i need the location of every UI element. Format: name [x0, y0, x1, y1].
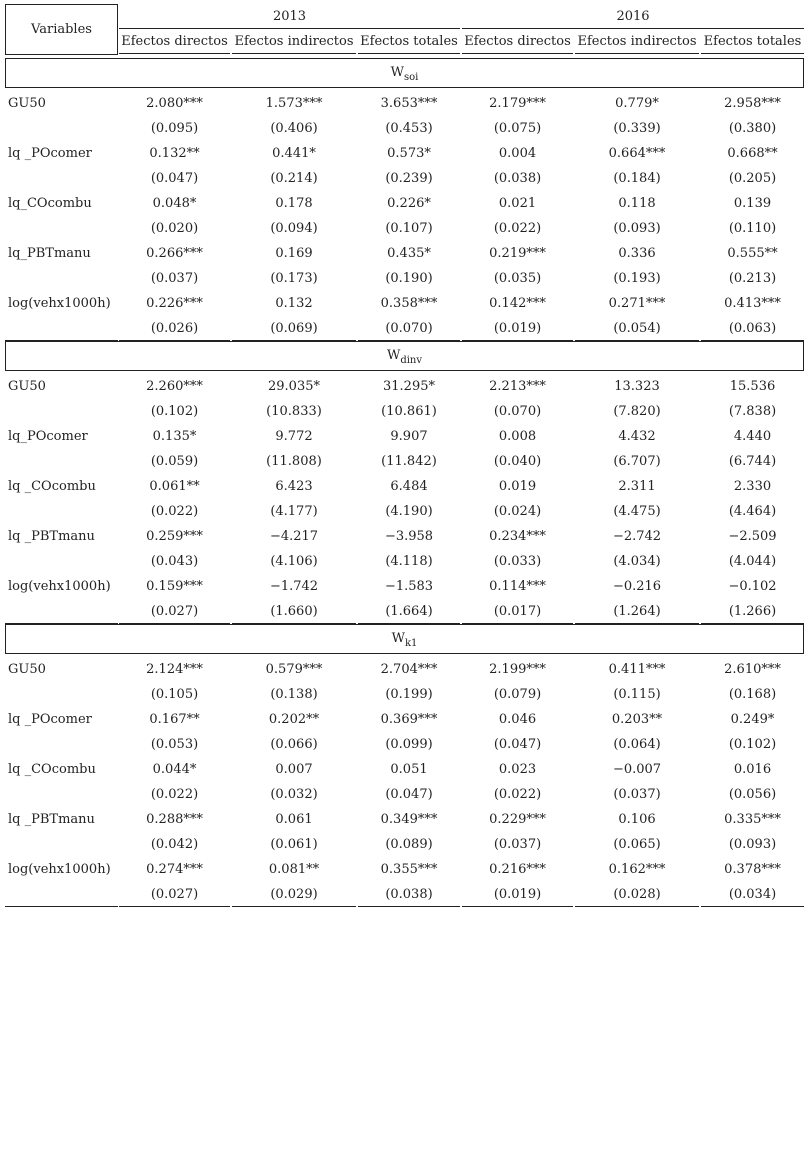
coefficient-row: [5, 524, 804, 549]
coefficient-cell: 0.259***: [146, 529, 203, 544]
coefficient-row: [5, 291, 804, 316]
std-error-row: [5, 882, 804, 907]
coefficient-cell: 2.260***: [146, 379, 203, 394]
std-error-cell: (4.044): [728, 554, 777, 569]
std-error-cell: (10.861): [381, 404, 437, 419]
std-error-row: [5, 499, 804, 524]
coefficient-row: [5, 241, 804, 266]
std-error-cell: (10.833): [266, 404, 322, 419]
table-header: [5, 4, 804, 55]
panel-wk1: [5, 624, 804, 907]
coefficient-cell: 6.484: [390, 479, 428, 494]
std-error-cell: (0.022): [150, 787, 199, 802]
coefficient-cell: −4.217: [269, 529, 319, 544]
coefficient-cell: 1.573***: [265, 96, 323, 111]
variable-label: GU50: [8, 662, 46, 677]
std-error-cell: (0.022): [493, 221, 542, 236]
variable-label: [5, 266, 118, 291]
std-error-cell: (0.213): [728, 271, 777, 286]
std-error-cell: (0.066): [270, 737, 318, 752]
panel-title-sub: k1: [404, 638, 418, 649]
std-error-cell: (0.027): [119, 882, 230, 907]
std-error-cell: (0.339): [613, 121, 661, 136]
coefficient-cell: 0.004: [498, 146, 537, 161]
coefficient-cell: 0.081**: [268, 862, 320, 877]
coefficient-row: [5, 707, 804, 732]
coefficient-cell: 3.653***: [380, 96, 438, 111]
std-error-cell: (0.102): [150, 404, 199, 419]
std-error-cell: (0.037): [150, 271, 199, 286]
coefficient-row: [5, 424, 804, 449]
coefficient-row: [5, 857, 804, 882]
std-error-cell: (0.070): [493, 404, 542, 419]
coefficient-cell: 0.435*: [387, 246, 431, 261]
std-error-cell: (0.020): [150, 221, 199, 236]
variable-label: lq _COcombu: [8, 479, 96, 494]
coefficient-cell: 0.051: [390, 762, 428, 777]
coefficient-row: [5, 807, 804, 832]
variable-label: [5, 599, 118, 624]
std-error-cell: (0.054): [575, 316, 699, 341]
variable-label: lq _POcomer: [8, 146, 92, 161]
std-error-cell: (0.102): [728, 737, 777, 752]
std-error-cell: (1.266): [701, 599, 804, 624]
coefficient-row: [5, 374, 804, 399]
coefficient-cell: 0.114***: [489, 579, 546, 594]
std-error-cell: (0.034): [701, 882, 804, 907]
std-error-row: [5, 782, 804, 807]
coefficient-row: [5, 191, 804, 216]
effect-header-2016-total: Efectos totales: [701, 29, 804, 54]
panel-wsoi: [5, 58, 804, 341]
std-error-cell: (0.406): [270, 121, 318, 136]
coefficient-cell: 29.035*: [268, 379, 320, 394]
std-error-cell: (0.380): [728, 121, 777, 136]
coefficient-cell: 0.048*: [152, 196, 197, 211]
std-error-cell: (4.106): [270, 554, 318, 569]
std-error-cell: (0.093): [613, 221, 661, 236]
variable-label: [5, 832, 118, 857]
std-error-row: [5, 166, 804, 191]
coefficient-cell: 0.226*: [387, 196, 431, 211]
std-error-cell: (0.053): [150, 737, 199, 752]
std-error-cell: (0.075): [493, 121, 542, 136]
effect-header-2013-indirect: Efectos indirectos: [232, 29, 356, 54]
variable-label: [5, 166, 118, 191]
effect-header-2016-direct: Efectos directos: [462, 29, 573, 54]
std-error-cell: (0.047): [385, 787, 433, 802]
coefficient-cell: 0.178: [275, 196, 313, 211]
std-error-row: [5, 399, 804, 424]
coefficient-cell: −0.216: [612, 579, 662, 594]
std-error-cell: (0.027): [119, 599, 230, 624]
coefficient-cell: 0.335***: [724, 812, 781, 827]
std-error-cell: (0.099): [385, 737, 433, 752]
coefficient-cell: 15.536: [729, 379, 776, 394]
coefficient-row: [5, 474, 804, 499]
variable-label: log(vehx1000h): [8, 296, 111, 311]
coefficient-cell: 0.061: [275, 812, 313, 827]
coefficient-cell: 2.179***: [489, 96, 546, 111]
std-error-row: [5, 266, 804, 291]
variable-label: [5, 399, 118, 424]
panel-title: [5, 59, 804, 87]
year-header-2013: 2013: [119, 4, 460, 29]
std-error-cell: (0.032): [270, 787, 318, 802]
std-error-cell: (0.047): [493, 737, 542, 752]
std-error-cell: (0.239): [385, 171, 433, 186]
coefficient-cell: 0.016: [733, 762, 772, 777]
coefficient-row: [5, 757, 804, 782]
variable-label: [5, 882, 118, 907]
panel-title: [5, 342, 804, 370]
std-error-cell: (0.115): [613, 687, 661, 702]
variable-label: lq _PBTmanu: [8, 812, 95, 827]
std-error-cell: (11.842): [381, 454, 437, 469]
coefficient-cell: 0.573*: [387, 146, 431, 161]
std-error-cell: (0.017): [462, 599, 573, 624]
coefficient-cell: 0.579***: [265, 662, 323, 677]
std-error-cell: (1.660): [232, 599, 356, 624]
panel-title-main: W: [390, 65, 404, 80]
std-error-cell: (6.744): [728, 454, 777, 469]
coefficient-cell: 0.355***: [380, 862, 438, 877]
coefficient-cell: 0.167**: [149, 712, 200, 727]
coefficient-cell: 0.441*: [272, 146, 316, 161]
coefficient-cell: 0.555**: [727, 246, 778, 261]
coefficient-cell: 9.907: [390, 429, 428, 444]
coefficient-row: [5, 574, 804, 599]
coefficient-cell: 0.229***: [489, 812, 546, 827]
coefficient-cell: 0.664***: [608, 146, 666, 161]
variable-label: lq _POcomer: [8, 712, 92, 727]
panel-title-sub: soi: [404, 72, 419, 83]
std-error-row: [5, 549, 804, 574]
coefficient-cell: −0.007: [612, 762, 662, 777]
std-error-cell: (0.024): [493, 504, 542, 519]
coefficient-cell: 0.118: [618, 196, 656, 211]
coefficient-cell: 0.139: [733, 196, 772, 211]
std-error-row: [5, 832, 804, 857]
effect-header-2013-total: Efectos totales: [358, 29, 460, 54]
std-error-cell: (0.061): [270, 837, 318, 852]
variable-label: log(vehx1000h): [8, 579, 111, 594]
std-error-cell: (0.019): [462, 316, 573, 341]
std-error-cell: (0.035): [493, 271, 542, 286]
coefficient-cell: 2.213***: [489, 379, 546, 394]
year-header-2016: 2016: [462, 4, 804, 29]
std-error-cell: (0.059): [150, 454, 199, 469]
effect-header-2016-indirect: Efectos indirectos: [575, 29, 699, 54]
coefficient-cell: −1.583: [384, 579, 434, 594]
std-error-cell: (0.029): [232, 882, 356, 907]
coefficient-cell: 4.440: [733, 429, 772, 444]
std-error-cell: (1.264): [575, 599, 699, 624]
coefficient-cell: 31.295*: [383, 379, 435, 394]
std-error-cell: (0.069): [232, 316, 356, 341]
std-error-cell: (0.138): [270, 687, 318, 702]
coefficient-cell: 0.202**: [268, 712, 320, 727]
std-error-cell: (0.199): [385, 687, 433, 702]
std-error-cell: (0.070): [358, 316, 460, 341]
variable-label: GU50: [8, 379, 46, 394]
std-error-cell: (7.838): [728, 404, 777, 419]
coefficient-cell: 0.411***: [608, 662, 666, 677]
coefficient-cell: 2.330: [733, 479, 772, 494]
coefficient-cell: 2.610***: [724, 662, 781, 677]
std-error-cell: (4.190): [385, 504, 433, 519]
variable-label: [5, 116, 118, 141]
coefficient-cell: 2.124***: [146, 662, 203, 677]
coefficient-cell: −1.742: [269, 579, 319, 594]
std-error-cell: (6.707): [613, 454, 661, 469]
coefficient-cell: 0.162***: [608, 862, 666, 877]
std-error-row: [5, 732, 804, 757]
std-error-cell: (0.094): [270, 221, 318, 236]
std-error-cell: (0.022): [493, 787, 542, 802]
coefficient-cell: 0.132: [275, 296, 313, 311]
coefficient-cell: −2.509: [728, 529, 777, 544]
coefficient-cell: 0.023: [498, 762, 537, 777]
coefficient-row: [5, 657, 804, 682]
coefficient-cell: 0.008: [498, 429, 537, 444]
std-error-cell: (0.028): [575, 882, 699, 907]
coefficient-cell: 0.021: [498, 196, 537, 211]
std-error-row: [5, 316, 804, 341]
std-error-cell: (0.089): [385, 837, 433, 852]
coefficient-cell: 2.311: [618, 479, 656, 494]
variable-label: log(vehx1000h): [8, 862, 111, 877]
std-error-cell: (0.168): [728, 687, 777, 702]
coefficient-cell: 2.704***: [380, 662, 438, 677]
coefficient-cell: 0.271***: [608, 296, 666, 311]
coefficient-cell: 0.203**: [611, 712, 663, 727]
coefficient-cell: 0.226***: [146, 296, 203, 311]
std-error-row: [5, 116, 804, 141]
variable-label: [5, 499, 118, 524]
coefficient-cell: 0.266***: [146, 246, 203, 261]
coefficient-cell: 0.159***: [146, 579, 203, 594]
variable-label: lq_PBTmanu: [8, 246, 91, 261]
std-error-cell: (0.043): [150, 554, 199, 569]
std-error-cell: (0.056): [728, 787, 777, 802]
std-error-cell: (0.042): [150, 837, 199, 852]
std-error-cell: (0.107): [385, 221, 433, 236]
std-error-cell: (4.464): [728, 504, 777, 519]
std-error-row: [5, 449, 804, 474]
variable-label: lq_COcombu: [8, 196, 92, 211]
std-error-row: [5, 599, 804, 624]
std-error-cell: (0.193): [613, 271, 661, 286]
std-error-cell: (0.040): [493, 454, 542, 469]
coefficient-cell: 0.378***: [724, 862, 781, 877]
std-error-cell: (0.019): [462, 882, 573, 907]
std-error-cell: (0.022): [150, 504, 199, 519]
panel-title-main: W: [391, 631, 405, 646]
coefficient-cell: 0.019: [498, 479, 537, 494]
coefficient-cell: 0.413***: [724, 296, 781, 311]
std-error-cell: (0.037): [493, 837, 542, 852]
variable-label: [5, 316, 118, 341]
coefficient-cell: 0.779*: [615, 96, 659, 111]
std-error-cell: (0.079): [493, 687, 542, 702]
std-error-row: [5, 682, 804, 707]
coefficient-cell: 0.369***: [380, 712, 438, 727]
std-error-cell: (0.190): [385, 271, 433, 286]
coefficient-cell: 6.423: [275, 479, 313, 494]
panel-wdinv: [5, 341, 804, 624]
std-error-cell: (0.026): [119, 316, 230, 341]
std-error-cell: (0.065): [613, 837, 661, 852]
std-error-cell: (0.047): [150, 171, 199, 186]
std-error-cell: (4.177): [270, 504, 318, 519]
coefficient-cell: −2.742: [612, 529, 662, 544]
variable-label: [5, 216, 118, 241]
std-error-row: [5, 216, 804, 241]
std-error-cell: (0.037): [613, 787, 661, 802]
std-error-cell: (0.105): [150, 687, 199, 702]
variable-label: lq _COcombu: [8, 762, 96, 777]
effect-header-2013-direct: Efectos directos: [119, 29, 230, 54]
variable-label: [5, 449, 118, 474]
variable-label: GU50: [8, 96, 46, 111]
variables-header-label: Variables: [31, 22, 92, 37]
coefficient-cell: 0.106: [618, 812, 656, 827]
coefficient-cell: 0.046: [498, 712, 537, 727]
std-error-cell: (4.118): [385, 554, 433, 569]
std-error-cell: (4.034): [613, 554, 661, 569]
std-error-cell: (0.064): [613, 737, 661, 752]
panel-title-sub: dinv: [400, 355, 423, 366]
std-error-cell: (4.475): [613, 504, 661, 519]
coefficient-cell: 2.080***: [146, 96, 203, 111]
coefficient-cell: 0.349***: [380, 812, 438, 827]
coefficient-cell: 0.044*: [152, 762, 197, 777]
std-error-cell: (0.453): [385, 121, 433, 136]
variable-label: [5, 732, 118, 757]
coefficient-cell: 2.958***: [724, 96, 781, 111]
coefficient-row: [5, 91, 804, 116]
variable-label: [5, 782, 118, 807]
coefficient-cell: −0.102: [728, 579, 777, 594]
coefficient-cell: −3.958: [384, 529, 434, 544]
panel-title: [5, 625, 804, 653]
std-error-cell: (0.038): [493, 171, 542, 186]
coefficient-cell: 0.142***: [489, 296, 546, 311]
panel-title-main: W: [386, 348, 401, 363]
variable-label: lq_POcomer: [8, 429, 88, 444]
std-error-cell: (1.664): [358, 599, 460, 624]
coefficient-cell: 0.007: [275, 762, 313, 777]
coefficient-cell: 9.772: [275, 429, 313, 444]
std-error-cell: (0.038): [358, 882, 460, 907]
std-error-cell: (0.205): [728, 171, 777, 186]
coefficient-cell: 0.169: [275, 246, 313, 261]
coefficient-row: [5, 141, 804, 166]
coefficient-cell: 0.274***: [146, 862, 203, 877]
std-error-cell: (7.820): [613, 404, 661, 419]
std-error-cell: (0.033): [493, 554, 542, 569]
coefficient-cell: 4.432: [618, 429, 656, 444]
std-error-cell: (0.214): [270, 171, 318, 186]
coefficient-cell: 0.216***: [489, 862, 546, 877]
coefficient-cell: 0.358***: [380, 296, 438, 311]
variable-label: lq _PBTmanu: [8, 529, 95, 544]
coefficient-cell: 0.135*: [152, 429, 197, 444]
std-error-cell: (0.063): [701, 316, 804, 341]
coefficient-cell: 0.288***: [146, 812, 203, 827]
coefficient-cell: 2.199***: [489, 662, 546, 677]
coefficient-cell: 0.249*: [730, 712, 775, 727]
std-error-cell: (11.808): [266, 454, 322, 469]
std-error-cell: (0.173): [270, 271, 318, 286]
std-error-cell: (0.093): [728, 837, 777, 852]
coefficient-cell: 0.219***: [489, 246, 546, 261]
coefficient-cell: 0.061**: [149, 479, 200, 494]
coefficient-cell: 0.336: [618, 246, 656, 261]
coefficient-cell: 0.234***: [489, 529, 546, 544]
coefficient-cell: 0.668**: [727, 146, 778, 161]
std-error-cell: (0.184): [613, 171, 661, 186]
variable-label: [5, 682, 118, 707]
coefficient-cell: 13.323: [614, 379, 660, 394]
coefficient-cell: 0.132**: [149, 146, 200, 161]
std-error-cell: (0.110): [728, 221, 777, 236]
variable-label: [5, 549, 118, 574]
std-error-cell: (0.095): [150, 121, 199, 136]
